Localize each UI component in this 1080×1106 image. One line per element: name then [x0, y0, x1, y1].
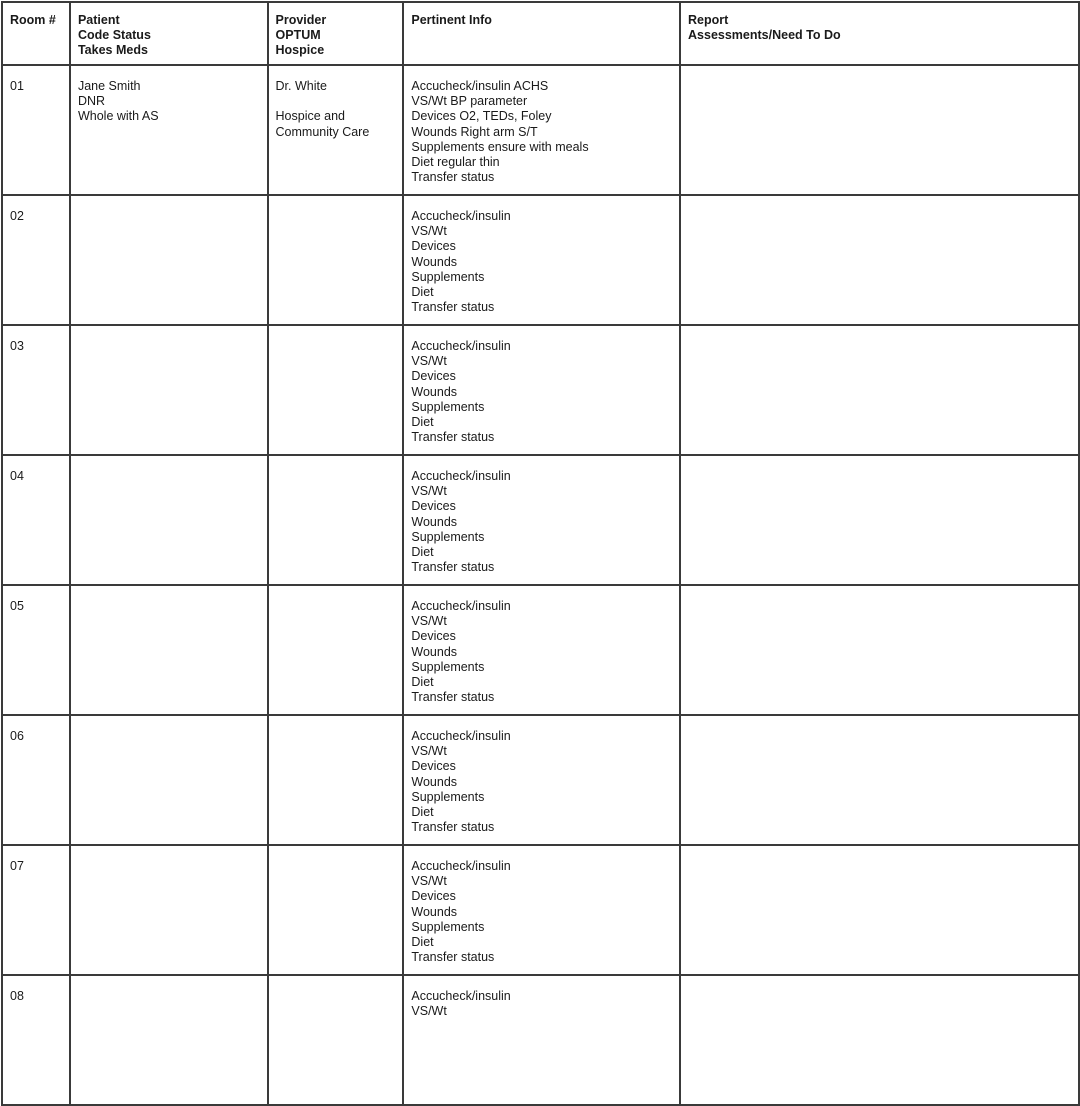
pertinent-info-line: Accucheck/insulin — [411, 989, 511, 1003]
table-row — [2, 975, 1079, 1105]
provider-cell[interactable] — [268, 195, 404, 325]
pertinent-info-cell[interactable] — [403, 845, 680, 975]
pertinent-info-line: Wounds — [411, 514, 458, 529]
header-patient-line: Takes Meds — [77, 43, 148, 58]
patient-cell[interactable] — [70, 845, 268, 975]
pertinent-info-line: Diet regular thin — [411, 155, 500, 170]
provider-cell[interactable] — [268, 715, 404, 845]
patient-line: Whole with AS — [77, 109, 159, 124]
pertinent-info-line: Diet — [411, 675, 434, 690]
pertinent-info-line: Diet — [411, 935, 434, 950]
header-row — [2, 2, 1079, 65]
provider-line — [276, 94, 396, 109]
room-number: 04 — [10, 469, 24, 483]
pertinent-info-line: VS/Wt — [411, 744, 447, 759]
patient-cell[interactable] — [70, 195, 268, 325]
pertinent-info-line: VS/Wt — [411, 484, 447, 499]
pertinent-info-line: Wounds — [411, 644, 458, 659]
provider-cell[interactable] — [268, 65, 404, 195]
header-provider-line: OPTUM — [275, 28, 321, 43]
pertinent-info-cell[interactable] — [403, 455, 680, 585]
room-cell[interactable] — [2, 325, 70, 455]
provider-cell[interactable] — [268, 975, 404, 1105]
header-report-line: Report — [688, 13, 729, 27]
pertinent-info-line: VS/Wt — [411, 874, 447, 889]
pertinent-info-line: Transfer status — [411, 820, 495, 835]
room-cell[interactable] — [2, 65, 70, 195]
pertinent-info-line: Transfer status — [411, 950, 495, 965]
header-patient-line: Patient — [77, 13, 120, 27]
pertinent-info-cell[interactable] — [403, 585, 680, 715]
table-row — [2, 585, 1079, 715]
pertinent-info-cell[interactable] — [403, 325, 680, 455]
room-cell[interactable] — [2, 975, 70, 1105]
pertinent-info-line: Devices O2, TEDs, Foley — [411, 109, 552, 124]
patient-line: Jane Smith — [77, 79, 141, 93]
patient-cell[interactable] — [70, 585, 268, 715]
pertinent-info-line: Diet — [411, 545, 434, 560]
report-cell[interactable] — [680, 845, 1079, 975]
room-cell[interactable] — [2, 455, 70, 585]
pertinent-info-line: Devices — [411, 369, 456, 384]
pertinent-info-line: Supplements — [411, 269, 485, 284]
patient-cell[interactable] — [70, 325, 268, 455]
provider-cell[interactable] — [268, 845, 404, 975]
report-cell[interactable] — [680, 325, 1079, 455]
provider-line: Community Care — [275, 124, 370, 139]
provider-line: Hospice and — [275, 109, 346, 124]
patient-report-table — [1, 1, 1080, 1106]
room-number: 08 — [10, 989, 24, 1003]
pertinent-info-cell[interactable] — [403, 975, 680, 1105]
room-cell[interactable] — [2, 585, 70, 715]
room-number: 05 — [10, 599, 24, 613]
room-number: 07 — [10, 859, 24, 873]
patient-cell[interactable] — [70, 715, 268, 845]
table-row — [2, 325, 1079, 455]
report-cell[interactable] — [680, 65, 1079, 195]
pertinent-info-line: Accucheck/insulin — [411, 469, 511, 483]
pertinent-info-line: Supplements — [411, 529, 485, 544]
report-cell[interactable] — [680, 195, 1079, 325]
table-row — [2, 65, 1079, 195]
pertinent-info-line: Accucheck/insulin — [411, 599, 511, 613]
pertinent-info-line: Diet — [411, 285, 434, 300]
pertinent-info-line: Devices — [411, 889, 456, 904]
report-cell[interactable] — [680, 585, 1079, 715]
patient-cell[interactable] — [70, 975, 268, 1105]
patient-cell[interactable] — [70, 455, 268, 585]
pertinent-info-line: Accucheck/insulin — [411, 729, 511, 743]
table-row — [2, 715, 1079, 845]
patient-cell[interactable] — [70, 65, 268, 195]
pertinent-info-cell[interactable] — [403, 195, 680, 325]
room-number: 02 — [10, 209, 24, 223]
pertinent-info-line: Accucheck/insulin — [411, 859, 511, 873]
header-patient — [70, 2, 268, 65]
pertinent-info-line: Transfer status — [411, 560, 495, 575]
pertinent-info-line: Devices — [411, 499, 456, 514]
pertinent-info-line: VS/Wt — [411, 614, 447, 629]
pertinent-info-line: Devices — [411, 239, 456, 254]
room-number: 03 — [10, 339, 24, 353]
room-cell[interactable] — [2, 845, 70, 975]
table-row — [2, 845, 1079, 975]
pertinent-info-line: Transfer status — [411, 430, 495, 445]
room-number: 06 — [10, 729, 24, 743]
provider-line: Dr. White — [275, 79, 327, 93]
header-provider-line: Provider — [275, 13, 327, 27]
header-room: Room # — [2, 2, 70, 65]
room-number: 01 — [10, 79, 24, 93]
provider-cell[interactable] — [268, 455, 404, 585]
pertinent-info-line: Wounds — [411, 254, 458, 269]
pertinent-info-line: VS/Wt — [411, 1004, 447, 1019]
header-pertinent-info: Pertinent Info — [403, 2, 680, 65]
pertinent-info-line: Supplements — [411, 399, 485, 414]
table-body — [2, 65, 1079, 1105]
pertinent-info-line: Diet — [411, 805, 434, 820]
room-cell[interactable] — [2, 715, 70, 845]
pertinent-info-line: Transfer status — [411, 170, 495, 185]
header-provider-line: Hospice — [275, 43, 325, 58]
pertinent-info-line: VS/Wt — [411, 224, 447, 239]
provider-cell[interactable] — [268, 585, 404, 715]
pertinent-info-line: Supplements ensure with meals — [411, 139, 589, 154]
pertinent-info-line: Wounds Right arm S/T — [411, 124, 538, 139]
pertinent-info-line: Wounds — [411, 774, 458, 789]
pertinent-info-line: VS/Wt — [411, 354, 447, 369]
pertinent-info-line: Supplements — [411, 659, 485, 674]
pertinent-info-line: Accucheck/insulin — [411, 339, 511, 353]
table-row — [2, 195, 1079, 325]
header-patient-line: Code Status — [77, 28, 151, 43]
pertinent-info-line: Wounds — [411, 904, 458, 919]
pertinent-info-line: Transfer status — [411, 690, 495, 705]
pertinent-info-line: Wounds — [411, 384, 458, 399]
header-provider — [268, 2, 404, 65]
pertinent-info-line: Transfer status — [411, 300, 495, 315]
room-cell[interactable] — [2, 195, 70, 325]
report-cell[interactable] — [680, 455, 1079, 585]
patient-line: DNR — [77, 94, 106, 109]
provider-cell[interactable] — [268, 325, 404, 455]
pertinent-info-cell[interactable] — [403, 715, 680, 845]
pertinent-info-line: Accucheck/insulin — [411, 209, 511, 223]
pertinent-info-line: Devices — [411, 629, 456, 644]
pertinent-info-line: Diet — [411, 415, 434, 430]
report-cell[interactable] — [680, 715, 1079, 845]
table-row — [2, 455, 1079, 585]
pertinent-info-line: Supplements — [411, 919, 485, 934]
pertinent-info-line: Accucheck/insulin ACHS — [411, 79, 549, 93]
pertinent-info-cell[interactable] — [403, 65, 680, 195]
report-cell[interactable] — [680, 975, 1079, 1105]
pertinent-info-line: VS/Wt BP parameter — [411, 94, 528, 109]
header-report-line: Assessments/Need To Do — [688, 28, 841, 43]
pertinent-info-line: Devices — [411, 759, 456, 774]
header-report — [680, 2, 1079, 65]
pertinent-info-line: Supplements — [411, 789, 485, 804]
